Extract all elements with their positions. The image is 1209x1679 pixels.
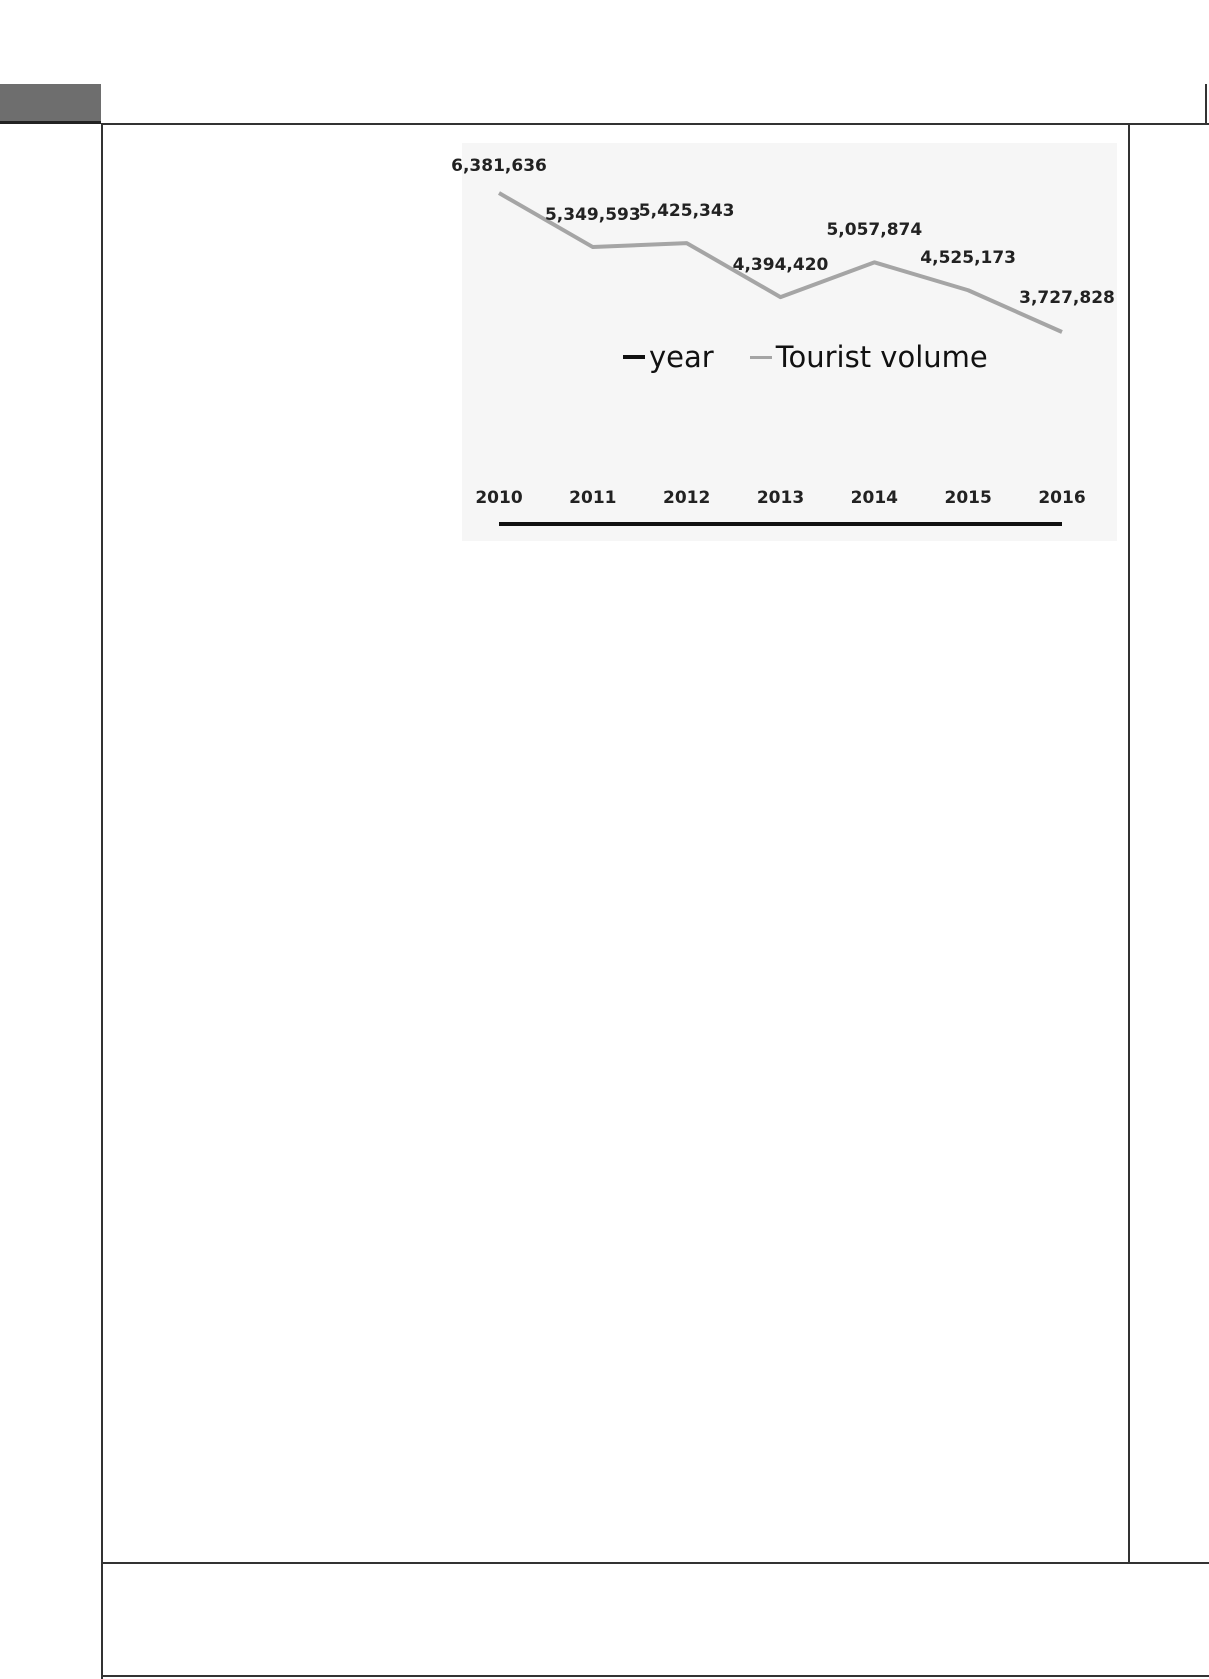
data-label-2015: 4,525,173 xyxy=(920,248,1017,269)
data-label-2010: 6,381,636 xyxy=(451,156,547,176)
legend xyxy=(623,340,988,374)
data-label-2011: 5,349,593 xyxy=(544,205,641,226)
year-label-2013: 2013 xyxy=(756,488,805,508)
legend-swatch-tourist-volume xyxy=(750,356,772,359)
year-label-2012: 2012 xyxy=(662,488,711,508)
legend-label-tourist-volume: Tourist volume xyxy=(775,340,988,374)
data-label-2012: 5,425,343 xyxy=(638,201,735,222)
year-label-2011: 2011 xyxy=(569,488,617,508)
year-label-2015: 2015 xyxy=(944,488,992,508)
data-label-2013: 4,394,420 xyxy=(732,255,829,276)
data-label-2016: 3,727,828 xyxy=(1019,288,1115,308)
legend-swatch-year xyxy=(623,355,645,359)
year-label-2016: 2016 xyxy=(1038,488,1086,508)
year-label-2010: 2010 xyxy=(475,488,523,508)
legend-label-year: year xyxy=(649,340,714,374)
legend-item-tourist-volume xyxy=(750,340,988,374)
data-label-2014: 5,057,874 xyxy=(826,220,923,241)
year-label-2014: 2014 xyxy=(850,488,898,508)
legend-item-year xyxy=(623,340,714,374)
